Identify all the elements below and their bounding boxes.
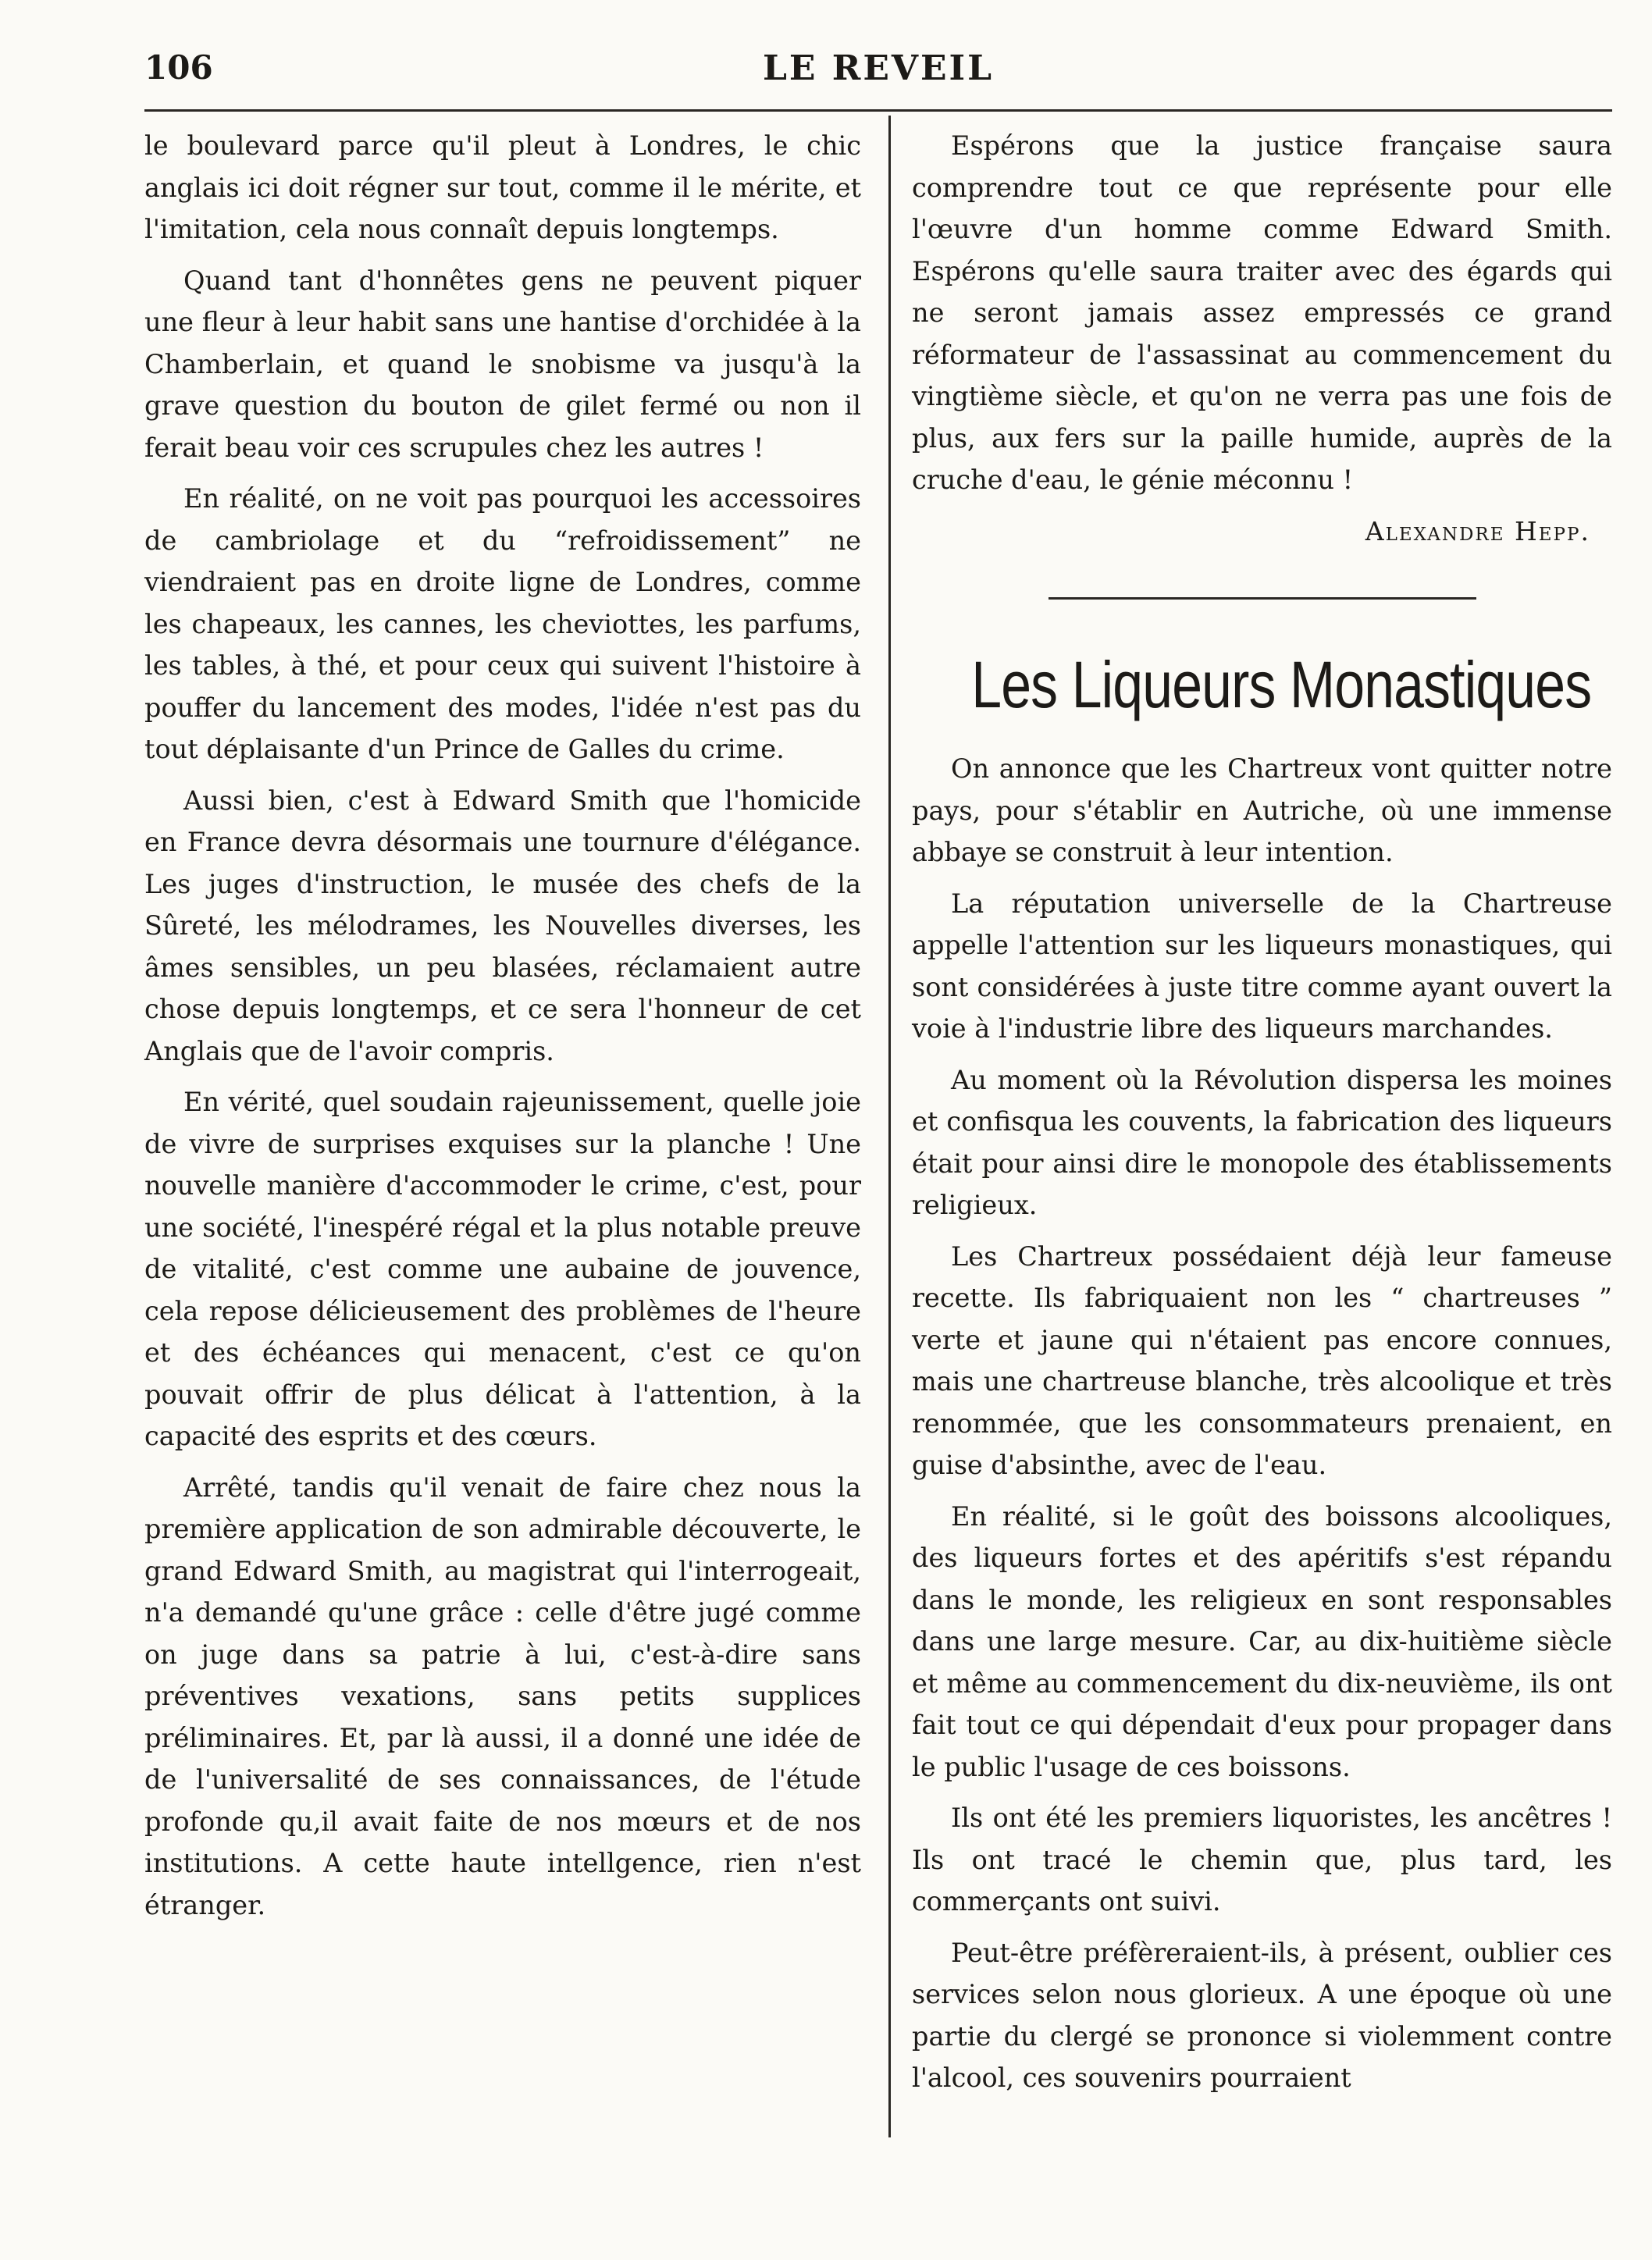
article-separator [1049, 597, 1476, 600]
left-column [144, 125, 861, 1935]
author-signature: Alexandre Hepp. [1365, 515, 1590, 546]
paragraph: En réalité, on ne voit pas pourquoi les accessoires de cambriolage et du “refroidissement” ne viendraient pas en droite ligne de Londres, comme les chapeaux, les cannes, les cheviottes, les parfums, les tables, à thé, et pour ceux qui suivent l'histoire à pouffer du lancement des modes, l'idée n'est pas du tout déplaisante d'un Prince de Galles du crime. [144, 483, 861, 764]
paragraph: Peut-être préfèreraient-ils, à présent, oublier ces services selon nous glorieux. A une époque où une partie du clergé se prononce si violemment contre l'alcool, ces souvenirs pourraient [912, 1937, 1612, 2093]
paragraph: Arrêté, tandis qu'il venait de faire chez nous la première application de son admirable découverte, le grand Edward Smith, au magistrat qui l'interrogeait, n'a demandé qu'une grâce : celle d'être jugé comme on juge dans sa patrie à lui, c'est-à-dire sans préventives vexations, sans petits supplices préliminaires. Et, par là aussi, il a donné une idée de de l'universalité de ses connaissances, de l'étude profonde qu,il avait faite de nos mœurs et de nos institutions. A cette haute intellgence, rien n'est étranger. [144, 1472, 861, 1920]
page-header [144, 48, 1612, 103]
paragraph: La réputation universelle de la Chartreuse appelle l'attention sur les liqueurs monastiques, qui sont considérées à juste titre comme ayant ouvert la voie à l'industrie libre des liqueurs marchandes. [912, 888, 1612, 1044]
column-divider [888, 116, 891, 2137]
paragraph: Ils ont été les premiers liquoristes, les ancêtres ! Ils ont tracé le chemin que, plus tard, les commerçants ont suivi. [912, 1803, 1612, 1917]
paragraph: En réalité, si le goût des boissons alcooliques, des liqueurs fortes et des apéritifs s'est répandu dans le monde, les religieux en sont responsables dans une large mesure. Car, au dix-huitième siècle et même au commencement du dix-neuvième, ils ont fait tout ce qui dépendait d'eux pour propager dans le public l'usage de ces boissons. [912, 1500, 1612, 1782]
article-title: Les Liqueurs Monastiques [971, 648, 1592, 721]
paragraph: En vérité, quel soudain rajeunissement, quelle joie de vivre de surprises exquises sur la planche ! Une nouvelle manière d'accommoder le crime, c'est, pour une société, l'inespéré régal et la plus notable preuve de vitalité, c'est comme une aubaine de jouvence, cela repose délicieusement des problèmes de l'heure et des échéances qui menacent, c'est ce qu'on pouvait offrir de plus délicat à l'attention, à la capacité des esprits et des cœurs. [144, 1087, 861, 1451]
paragraph: Au moment où la Révolution dispersa les moines et confisqua les couvents, la fabrication des liqueurs était pour ainsi dire le monopole des établissements religieux. [912, 1064, 1612, 1220]
running-title: LE REVEIL [762, 48, 995, 88]
paragraph: Quand tant d'honnêtes gens ne peuvent piquer une fleur à leur habit sans une hantise d'orchidée à la Chamberlain, et quand le snobisme va jusqu'à la grave question du bouton de gilet fermé ou non il ferait beau voir ces scrupules chez les autres ! [144, 265, 861, 463]
right-column [912, 125, 1612, 2109]
paragraph: On annonce que les Chartreux vont quitter notre pays, pour s'établir en Autriche, où une immense abbaye se construit à leur intention. [912, 753, 1612, 867]
paragraph: Aussi bien, c'est à Edward Smith que l'homicide en France devra désormais une tournure d'élégance. Les juges d'instruction, le musée des chefs de la Sûreté, les mélodrames, les Nouvelles diverses, les âmes sensibles, un peu blasées, réclamaient autre chose depuis longtemps, et ce sera l'honneur de cet Anglais que de l'avoir compris. [144, 785, 861, 1066]
page-number: 106 [144, 48, 213, 87]
paragraph: Les Chartreux possédaient déjà leur fameuse recette. Ils fabriquaient non les “ chartreuses ” verte et jaune qui n'étaient pas encore connues, mais une chartreuse blanche, très alcoolique et très renommée, que les consommateurs prenaient, en guise d'absinthe, avec de l'eau. [912, 1240, 1612, 1480]
header-rule [144, 109, 1612, 112]
paragraph: Espérons que la justice française saura comprendre tout ce que représente pour elle l'œuvre d'un homme comme Edward Smith. Espérons qu'elle saura traiter avec des égards qui ne seront jamais assez empressés ce grand réformateur de l'assassinat au commencement du vingtième siècle, et qu'on ne verra pas une fois de plus, aux fers sur la paille humide, auprès de la cruche d'eau, le génie méconnu ! [912, 130, 1612, 495]
paragraph: le boulevard parce qu'il pleut à Londres, le chic anglais ici doit régner sur tout, comme il le mérite, et l'imitation, cela nous connaît depuis longtemps. [144, 130, 861, 244]
